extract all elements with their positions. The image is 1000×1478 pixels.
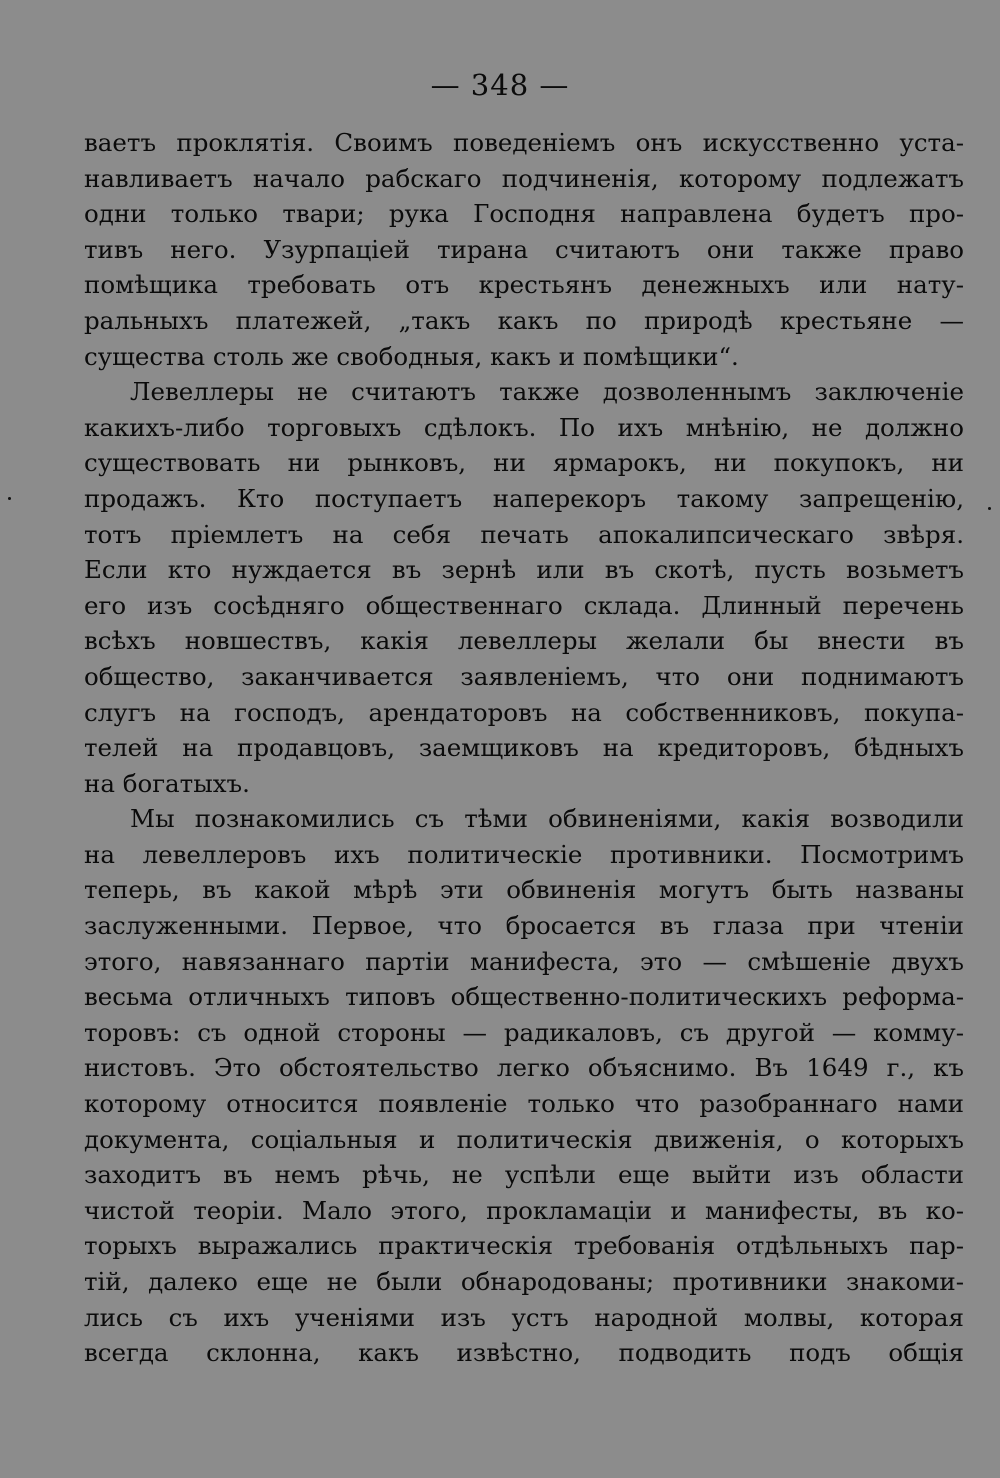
text-line: всегда склонна, какъ извѣстно, подводить подъ общія	[84, 1338, 964, 1368]
text-line: тотъ пріемлетъ на себя печать апокалипсическаго звѣря.	[84, 519, 964, 549]
text-line: всѣхъ новшествъ, какія левеллеры желали бы внести въ	[84, 626, 964, 656]
text-line: этого, навязаннаго партіи манифеста, это — смѣшеніе двухъ	[84, 946, 964, 976]
text-line: ральныхъ платежей, „такъ какъ по природѣ крестьяне —	[84, 305, 964, 335]
text-line: помѣщика требовать отъ крестьянъ денежныхъ или нату-	[84, 270, 964, 300]
text-line: лись съ ихъ ученіями изъ устъ народной молвы, которая	[84, 1302, 964, 1332]
page-number: — 348 —	[430, 68, 570, 102]
text-line: тій, далеко еще не были обнародованы; противники знакоми-	[84, 1267, 964, 1296]
text-line: торовъ: съ одной стороны — радикаловъ, съ другой — комму-	[84, 1017, 964, 1047]
text-line: нистовъ. Это обстоятельство легко объяснимо. Въ 1649 г., къ	[84, 1053, 964, 1083]
text-line: навливаетъ начало рабскаго подчиненія, которому подлежатъ	[84, 163, 964, 193]
text-line: торыхъ выражались практическія требованія отдѣльныхъ пар-	[84, 1231, 964, 1261]
text-line: ваетъ проклятія. Своимъ поведеніемъ онъ искусственно уста-	[84, 128, 964, 157]
text-line: заходитъ въ немъ рѣчь, не успѣли еще выйти изъ области	[84, 1160, 964, 1190]
text-line: тивъ него. Узурпацiей тирана считаютъ они также право	[84, 234, 964, 264]
text-line: какихъ-либо торговыхъ сдѣлокъ. По ихъ мнѣнію, не должно	[84, 412, 964, 442]
text-line: чистой теоріи. Мало этого, прокламаціи и манифесты, въ ко-	[84, 1195, 964, 1225]
body-text	[84, 125, 964, 1371]
text-line: Мы познакомились съ тѣми обвиненіями, какія возводили	[130, 804, 964, 834]
text-line: Левеллеры не считаютъ также дозволеннымъ заключеніе	[130, 377, 964, 407]
text-line: теперь, въ какой мѣрѣ эти обвиненія могутъ быть названы	[84, 875, 964, 905]
text-line: одни только твари; рука Господня направлена будетъ про-	[84, 199, 964, 229]
text-line: которому относится появленіе только что разобраннаго нами	[84, 1089, 964, 1119]
text-line: слугъ на господъ, арендаторовъ на собственниковъ, покупа-	[84, 697, 964, 727]
dust-speck-right	[988, 507, 991, 510]
text-line: его изъ сосѣдняго общественнаго склада. Длинный перечень	[84, 590, 964, 620]
text-line: общество, заканчивается заявленіемъ, что они поднимаютъ	[84, 661, 964, 691]
text-line: документа, соціальныя и политическія движенія, о которыхъ	[84, 1124, 964, 1154]
text-line: заслуженными. Первое, что бросается въ глаза при чтеніи	[84, 911, 964, 941]
text-line: продажъ. Кто поступаетъ наперекоръ такому запрещенію,	[84, 483, 964, 513]
dust-speck-left	[8, 497, 11, 500]
text-line: Если кто нуждается въ зернѣ или въ скотѣ, пусть возьметъ	[84, 555, 964, 585]
text-line: существа столь же свободныя, какъ и помѣщики“.	[84, 341, 739, 371]
text-line: на богатыхъ.	[84, 768, 250, 798]
text-line: на левеллеровъ ихъ политическіе противники. Посмотримъ	[84, 839, 964, 869]
text-line: весьма отличныхъ типовъ общественно-политическихъ реформа-	[84, 982, 964, 1012]
text-line: существовать ни рынковъ, ни ярмарокъ, ни покупокъ, ни	[84, 448, 964, 478]
text-line: телей на продавцовъ, заемщиковъ на кредиторовъ, бѣдныхъ	[84, 733, 964, 763]
